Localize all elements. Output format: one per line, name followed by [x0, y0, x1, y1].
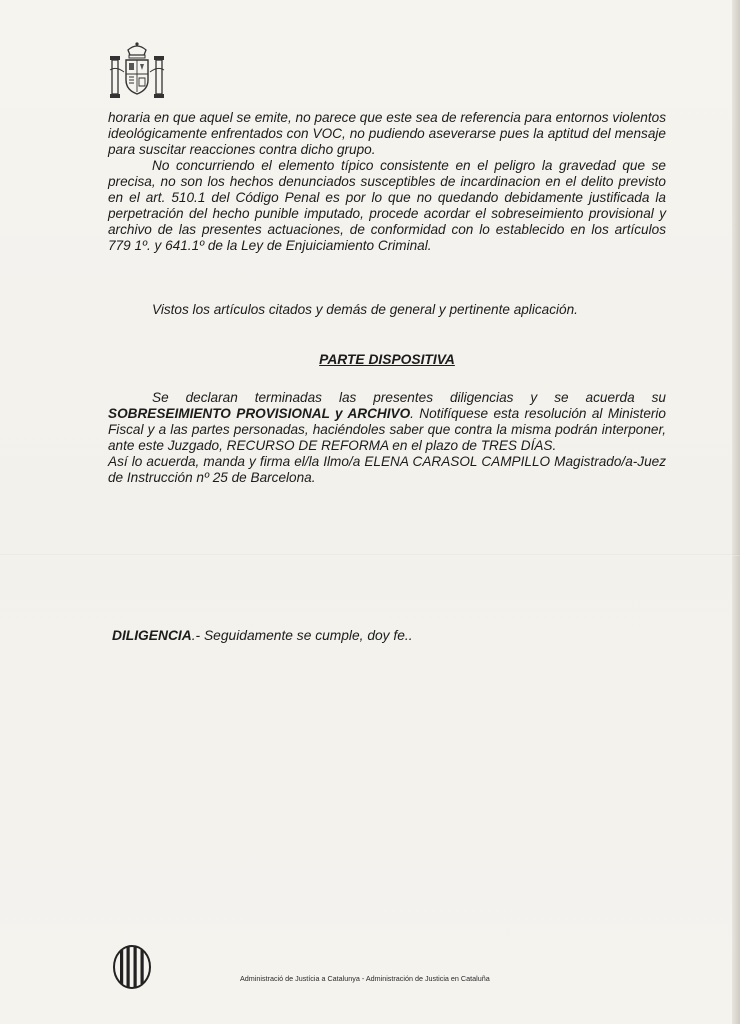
catalonia-justice-logo-icon	[112, 944, 152, 990]
paragraph-horaria: horaria en que aquel se emite, no parece que este sea de referencia para entornos violentos ideológicamente enfrentados con VOC, no pudiendo aseverarse pues la aptitud del mensaje para suscitar reacciones contra dicho grupo.	[108, 110, 666, 157]
dispositiva-block	[108, 390, 666, 486]
footer-text: Administració de Justícia a Catalunya - Administración de Justicia en Cataluña	[240, 974, 490, 983]
diligencia-label: DILIGENCIA	[112, 628, 192, 643]
dispositiva-intro: Se declaran terminadas las presentes diligencias y se acuerda su	[152, 390, 666, 405]
paragraph-no-concurriendo: No concurriendo el elemento típico consistente en el peligro la gravedad que se precisa, no son los hechos denunciados susceptibles de incardinacion en el delito previsto en el art. 510.1 del Código Penal es por lo que no quedando debidamente justificada la perpetración del hecho punible imputado, procede acordar el sobreseimiento provisional y archivo de las presentes actuaciones, de conformidad con lo establecido en los artículos 779 1º. y 641.1º de la Ley de Enjuiciamiento Criminal.	[108, 158, 666, 253]
signature-paragraph: Así lo acuerda, manda y firma el/la Ilmo/a ELENA CARASOL CAMPILLO Magistrado/a-Juez de Instrucción nº 25 de Barcelona.	[108, 454, 666, 485]
dispositiva-bold: SOBRESEIMIENTO PROVISIONAL y ARCHIVO	[108, 406, 411, 421]
paragraph-block-2	[108, 302, 666, 318]
dispositiva-rest: . Notifíquese esta resolución al Ministerio Fiscal y a las partes personadas, haciéndoles saber que contra la misma podrán interponer, ante este Juzgado, RECURSO DE REFORMA en el plazo de TRES DÍAS.	[108, 406, 666, 453]
dispositiva-paragraph	[108, 390, 666, 454]
diligencia-text: .- Seguidamente se cumple, doy fe..	[191, 628, 413, 643]
page-edge	[732, 0, 740, 1024]
page-fold	[0, 554, 740, 556]
paragraph-block-1	[108, 110, 666, 254]
spain-coat-of-arms-icon	[106, 40, 168, 104]
paragraph-vistos: Vistos los artículos citados y demás de general y pertinente aplicación.	[152, 302, 578, 317]
diligencia-line	[112, 628, 612, 643]
section-heading: PARTE DISPOSITIVA	[319, 352, 455, 367]
